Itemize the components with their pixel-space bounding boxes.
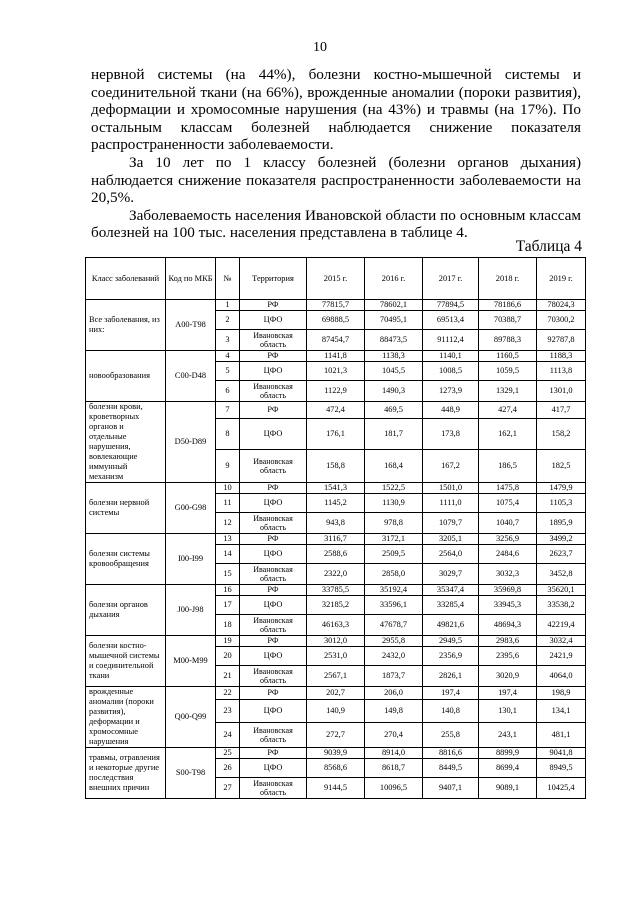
value-cell: 2421,9 bbox=[537, 647, 586, 666]
territory-cell: ЦФО bbox=[240, 419, 307, 449]
value-cell: 1122,9 bbox=[307, 381, 365, 402]
territory-cell: ЦФО bbox=[240, 596, 307, 615]
value-cell: 35192,4 bbox=[365, 585, 423, 596]
row-number-cell: 18 bbox=[216, 615, 240, 636]
table-row bbox=[86, 748, 586, 759]
disease-class-cell: травмы, отравления и некоторые другие последствия внешних причин bbox=[86, 748, 166, 799]
row-number-cell: 16 bbox=[216, 585, 240, 596]
value-cell: 168,4 bbox=[365, 449, 423, 482]
value-cell: 69513,4 bbox=[423, 311, 479, 330]
territory-cell: Ивановская область bbox=[240, 564, 307, 585]
disease-class-cell: болезни системы кровообращения bbox=[86, 534, 166, 585]
row-number-cell: 24 bbox=[216, 722, 240, 747]
territory-cell: Ивановская область bbox=[240, 330, 307, 351]
page-number: 10 bbox=[313, 40, 327, 55]
value-cell: 1329,1 bbox=[479, 381, 537, 402]
value-cell: 2356,9 bbox=[423, 647, 479, 666]
value-cell: 2432,0 bbox=[365, 647, 423, 666]
territory-cell: РФ bbox=[240, 402, 307, 419]
value-cell: 3256,9 bbox=[479, 534, 537, 545]
value-cell: 1490,3 bbox=[365, 381, 423, 402]
table-row bbox=[86, 636, 586, 647]
value-cell: 481,1 bbox=[537, 722, 586, 747]
value-cell: 448,9 bbox=[423, 402, 479, 419]
header-icd-code: Код по МКБ bbox=[166, 258, 216, 300]
row-number-cell: 2 bbox=[216, 311, 240, 330]
row-number-cell: 26 bbox=[216, 759, 240, 778]
value-cell: 3172,1 bbox=[365, 534, 423, 545]
value-cell: 469,5 bbox=[365, 402, 423, 419]
value-cell: 978,8 bbox=[365, 513, 423, 534]
value-cell: 33596,1 bbox=[365, 596, 423, 615]
value-cell: 8949,5 bbox=[537, 759, 586, 778]
header-year-2015: 2015 г. bbox=[307, 258, 365, 300]
territory-cell: Ивановская область bbox=[240, 722, 307, 747]
value-cell: 181,7 bbox=[365, 419, 423, 449]
icd-code-cell: S00-T98 bbox=[166, 748, 216, 799]
header-year-2017: 2017 г. bbox=[423, 258, 479, 300]
territory-cell: РФ bbox=[240, 351, 307, 362]
icd-code-cell: J00-J98 bbox=[166, 585, 216, 636]
value-cell: 2983,6 bbox=[479, 636, 537, 647]
value-cell: 2623,7 bbox=[537, 545, 586, 564]
value-cell: 943,8 bbox=[307, 513, 365, 534]
row-number-cell: 12 bbox=[216, 513, 240, 534]
value-cell: 176,1 bbox=[307, 419, 365, 449]
value-cell: 77815,7 bbox=[307, 300, 365, 311]
icd-code-cell: G00-G98 bbox=[166, 483, 216, 534]
row-number-cell: 1 bbox=[216, 300, 240, 311]
territory-cell: Ивановская область bbox=[240, 381, 307, 402]
value-cell: 35620,1 bbox=[537, 585, 586, 596]
value-cell: 47678,7 bbox=[365, 615, 423, 636]
territory-cell: ЦФО bbox=[240, 647, 307, 666]
value-cell: 162,1 bbox=[479, 419, 537, 449]
value-cell: 1075,4 bbox=[479, 494, 537, 513]
value-cell: 182,5 bbox=[537, 449, 586, 482]
table-row bbox=[86, 483, 586, 494]
row-number-cell: 21 bbox=[216, 666, 240, 687]
territory-cell: РФ bbox=[240, 636, 307, 647]
value-cell: 33785,5 bbox=[307, 585, 365, 596]
territory-cell: ЦФО bbox=[240, 545, 307, 564]
value-cell: 8816,6 bbox=[423, 748, 479, 759]
value-cell: 1059,5 bbox=[479, 362, 537, 381]
territory-cell: Ивановская область bbox=[240, 778, 307, 799]
value-cell: 198,9 bbox=[537, 687, 586, 700]
value-cell: 3020,9 bbox=[479, 666, 537, 687]
value-cell: 78024,3 bbox=[537, 300, 586, 311]
value-cell: 3032,4 bbox=[537, 636, 586, 647]
value-cell: 1079,7 bbox=[423, 513, 479, 534]
value-cell: 1188,3 bbox=[537, 351, 586, 362]
value-cell: 2588,6 bbox=[307, 545, 365, 564]
value-cell: 2955,8 bbox=[365, 636, 423, 647]
value-cell: 2826,1 bbox=[423, 666, 479, 687]
value-cell: 69888,5 bbox=[307, 311, 365, 330]
table-body bbox=[86, 300, 586, 799]
value-cell: 46163,3 bbox=[307, 615, 365, 636]
value-cell: 70388,7 bbox=[479, 311, 537, 330]
value-cell: 472,4 bbox=[307, 402, 365, 419]
value-cell: 3029,7 bbox=[423, 564, 479, 585]
value-cell: 1105,3 bbox=[537, 494, 586, 513]
table-row bbox=[86, 300, 586, 311]
territory-cell: РФ bbox=[240, 300, 307, 311]
value-cell: 33285,4 bbox=[423, 596, 479, 615]
value-cell: 32185,2 bbox=[307, 596, 365, 615]
value-cell: 77894,5 bbox=[423, 300, 479, 311]
row-number-cell: 27 bbox=[216, 778, 240, 799]
header-year-2016: 2016 г. bbox=[365, 258, 423, 300]
territory-cell: ЦФО bbox=[240, 494, 307, 513]
value-cell: 1145,2 bbox=[307, 494, 365, 513]
value-cell: 10096,5 bbox=[365, 778, 423, 799]
territory-cell: Ивановская область bbox=[240, 449, 307, 482]
value-cell: 158,8 bbox=[307, 449, 365, 482]
value-cell: 417,7 bbox=[537, 402, 586, 419]
value-cell: 1111,0 bbox=[423, 494, 479, 513]
value-cell: 2531,0 bbox=[307, 647, 365, 666]
value-cell: 49821,6 bbox=[423, 615, 479, 636]
value-cell: 140,9 bbox=[307, 700, 365, 723]
value-cell: 78602,1 bbox=[365, 300, 423, 311]
header-number: № bbox=[216, 258, 240, 300]
table-caption: Таблица 4 bbox=[515, 238, 582, 255]
territory-cell: Ивановская область bbox=[240, 513, 307, 534]
value-cell: 3032,3 bbox=[479, 564, 537, 585]
disease-class-cell: болезни костно-мышечной системы и соединительной ткани bbox=[86, 636, 166, 687]
value-cell: 1140,1 bbox=[423, 351, 479, 362]
value-cell: 2564,0 bbox=[423, 545, 479, 564]
icd-code-cell: C00-D48 bbox=[166, 351, 216, 402]
value-cell: 89788,3 bbox=[479, 330, 537, 351]
value-cell: 2395,6 bbox=[479, 647, 537, 666]
value-cell: 173,8 bbox=[423, 419, 479, 449]
value-cell: 33945,3 bbox=[479, 596, 537, 615]
value-cell: 8568,6 bbox=[307, 759, 365, 778]
header-disease-class: Класс заболеваний bbox=[86, 258, 166, 300]
paragraph: Заболеваемость населения Ивановской области по основным классам болезней на 100 тыс. населения представлена в таблице 4. bbox=[91, 206, 581, 242]
table-header-row bbox=[86, 258, 586, 300]
territory-cell: Ивановская область bbox=[240, 615, 307, 636]
value-cell: 9039,9 bbox=[307, 748, 365, 759]
icd-code-cell: A00-T98 bbox=[166, 300, 216, 351]
value-cell: 92787,8 bbox=[537, 330, 586, 351]
value-cell: 42219,4 bbox=[537, 615, 586, 636]
value-cell: 1522,5 bbox=[365, 483, 423, 494]
row-number-cell: 15 bbox=[216, 564, 240, 585]
territory-cell: РФ bbox=[240, 534, 307, 545]
value-cell: 8899,9 bbox=[479, 748, 537, 759]
disease-class-cell: врожденные аномалии (пороки развития), деформации и хромосомные нарушения bbox=[86, 687, 166, 748]
body-text bbox=[91, 66, 581, 242]
value-cell: 1138,3 bbox=[365, 351, 423, 362]
value-cell: 202,7 bbox=[307, 687, 365, 700]
territory-cell: ЦФО bbox=[240, 311, 307, 330]
value-cell: 8914,0 bbox=[365, 748, 423, 759]
row-number-cell: 10 bbox=[216, 483, 240, 494]
territory-cell: ЦФО bbox=[240, 759, 307, 778]
value-cell: 70300,2 bbox=[537, 311, 586, 330]
value-cell: 197,4 bbox=[479, 687, 537, 700]
row-number-cell: 8 bbox=[216, 419, 240, 449]
value-cell: 2567,1 bbox=[307, 666, 365, 687]
value-cell: 272,7 bbox=[307, 722, 365, 747]
row-number-cell: 13 bbox=[216, 534, 240, 545]
table-row bbox=[86, 687, 586, 700]
value-cell: 130,1 bbox=[479, 700, 537, 723]
value-cell: 35969,8 bbox=[479, 585, 537, 596]
value-cell: 1141,8 bbox=[307, 351, 365, 362]
morbidity-table bbox=[85, 257, 586, 799]
value-cell: 1873,7 bbox=[365, 666, 423, 687]
territory-cell: РФ bbox=[240, 687, 307, 700]
value-cell: 270,4 bbox=[365, 722, 423, 747]
row-number-cell: 19 bbox=[216, 636, 240, 647]
value-cell: 9041,8 bbox=[537, 748, 586, 759]
header-year-2019: 2019 г. bbox=[537, 258, 586, 300]
value-cell: 3499,2 bbox=[537, 534, 586, 545]
value-cell: 4064,0 bbox=[537, 666, 586, 687]
value-cell: 87454,7 bbox=[307, 330, 365, 351]
icd-code-cell: Q00-Q99 bbox=[166, 687, 216, 748]
territory-cell: Ивановская область bbox=[240, 666, 307, 687]
paragraph: За 10 лет по 1 классу болезней (болезни органов дыхания) наблюдается снижение показателя распространенности заболеваемости на 20,5%. bbox=[91, 153, 581, 207]
icd-code-cell: I00-I99 bbox=[166, 534, 216, 585]
value-cell: 1113,8 bbox=[537, 362, 586, 381]
value-cell: 9407,1 bbox=[423, 778, 479, 799]
disease-class-cell: новообразования bbox=[86, 351, 166, 402]
territory-cell: ЦФО bbox=[240, 362, 307, 381]
paragraph: нервной системы (на 44%), болезни костно-мышечной системы и соединительной ткани (на 66%), врожденные аномалии (пороки развития), деформации и хромосомные нарушения (на 43%) и травмы (на 17%). По остальным классам болезней наблюдается снижение показателя распространенности заболеваемости. bbox=[91, 66, 581, 154]
disease-class-cell: болезни нервной системы bbox=[86, 483, 166, 534]
value-cell: 1021,3 bbox=[307, 362, 365, 381]
value-cell: 2858,0 bbox=[365, 564, 423, 585]
value-cell: 1479,9 bbox=[537, 483, 586, 494]
row-number-cell: 14 bbox=[216, 545, 240, 564]
table-row bbox=[86, 402, 586, 419]
value-cell: 149,8 bbox=[365, 700, 423, 723]
value-cell: 1045,5 bbox=[365, 362, 423, 381]
row-number-cell: 23 bbox=[216, 700, 240, 723]
row-number-cell: 5 bbox=[216, 362, 240, 381]
value-cell: 186,5 bbox=[479, 449, 537, 482]
value-cell: 9144,5 bbox=[307, 778, 365, 799]
row-number-cell: 3 bbox=[216, 330, 240, 351]
header-year-2018: 2018 г. bbox=[479, 258, 537, 300]
value-cell: 1301,0 bbox=[537, 381, 586, 402]
value-cell: 1040,7 bbox=[479, 513, 537, 534]
value-cell: 2949,5 bbox=[423, 636, 479, 647]
row-number-cell: 7 bbox=[216, 402, 240, 419]
value-cell: 3452,8 bbox=[537, 564, 586, 585]
value-cell: 35347,4 bbox=[423, 585, 479, 596]
row-number-cell: 17 bbox=[216, 596, 240, 615]
value-cell: 1475,8 bbox=[479, 483, 537, 494]
value-cell: 10425,4 bbox=[537, 778, 586, 799]
territory-cell: РФ bbox=[240, 748, 307, 759]
value-cell: 2509,5 bbox=[365, 545, 423, 564]
value-cell: 1501,0 bbox=[423, 483, 479, 494]
value-cell: 33538,2 bbox=[537, 596, 586, 615]
table-row bbox=[86, 351, 586, 362]
territory-cell: РФ bbox=[240, 585, 307, 596]
row-number-cell: 4 bbox=[216, 351, 240, 362]
value-cell: 1008,5 bbox=[423, 362, 479, 381]
value-cell: 70495,1 bbox=[365, 311, 423, 330]
value-cell: 2484,6 bbox=[479, 545, 537, 564]
value-cell: 3205,1 bbox=[423, 534, 479, 545]
disease-class-cell: болезни крови, кроветворных органов и отдельные нарушения, вовлекающие иммунный механизм bbox=[86, 402, 166, 483]
territory-cell: ЦФО bbox=[240, 700, 307, 723]
value-cell: 427,4 bbox=[479, 402, 537, 419]
value-cell: 197,4 bbox=[423, 687, 479, 700]
value-cell: 158,2 bbox=[537, 419, 586, 449]
value-cell: 134,1 bbox=[537, 700, 586, 723]
value-cell: 2322,0 bbox=[307, 564, 365, 585]
row-number-cell: 6 bbox=[216, 381, 240, 402]
row-number-cell: 9 bbox=[216, 449, 240, 482]
disease-class-cell: Все заболевания, из них: bbox=[86, 300, 166, 351]
value-cell: 1130,9 bbox=[365, 494, 423, 513]
value-cell: 8618,7 bbox=[365, 759, 423, 778]
value-cell: 8449,5 bbox=[423, 759, 479, 778]
value-cell: 48694,3 bbox=[479, 615, 537, 636]
value-cell: 1160,5 bbox=[479, 351, 537, 362]
value-cell: 3012,0 bbox=[307, 636, 365, 647]
value-cell: 8699,4 bbox=[479, 759, 537, 778]
value-cell: 3116,7 bbox=[307, 534, 365, 545]
territory-cell: РФ bbox=[240, 483, 307, 494]
value-cell: 243,1 bbox=[479, 722, 537, 747]
row-number-cell: 20 bbox=[216, 647, 240, 666]
header-territory: Территория bbox=[240, 258, 307, 300]
value-cell: 255,8 bbox=[423, 722, 479, 747]
row-number-cell: 22 bbox=[216, 687, 240, 700]
value-cell: 140,8 bbox=[423, 700, 479, 723]
icd-code-cell: D50-D89 bbox=[166, 402, 216, 483]
value-cell: 206,0 bbox=[365, 687, 423, 700]
table-row bbox=[86, 534, 586, 545]
table-row bbox=[86, 585, 586, 596]
value-cell: 78186,6 bbox=[479, 300, 537, 311]
value-cell: 1895,9 bbox=[537, 513, 586, 534]
value-cell: 91112,4 bbox=[423, 330, 479, 351]
disease-class-cell: болезни органов дыхания bbox=[86, 585, 166, 636]
value-cell: 9089,1 bbox=[479, 778, 537, 799]
value-cell: 88473,5 bbox=[365, 330, 423, 351]
row-number-cell: 11 bbox=[216, 494, 240, 513]
value-cell: 167,2 bbox=[423, 449, 479, 482]
row-number-cell: 25 bbox=[216, 748, 240, 759]
value-cell: 1541,3 bbox=[307, 483, 365, 494]
icd-code-cell: M00-M99 bbox=[166, 636, 216, 687]
value-cell: 1273,9 bbox=[423, 381, 479, 402]
